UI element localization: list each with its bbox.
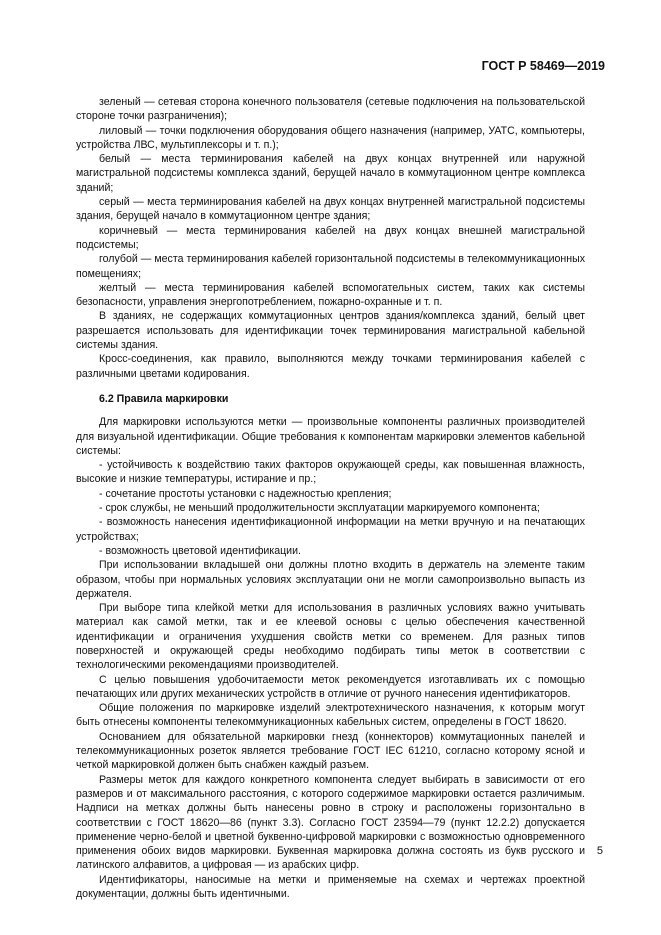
document-body [76,95,585,901]
paragraph: Размеры меток для каждого конкретного компонента следует выбирать в зависимости от его размеров и от максимального расстояния, с которого содержимое маркировки остается различимым. Надписи на метках должны быть нанесены ровно в строку и расположены горизонтально в соответствии с ГОСТ 18620—86 (пункт 3.3). Согласно ГОСТ 23594—79 (пункт 12.2.2) допускается применение черно-белой и цветной буквенно-цифровой маркировки с возможностью одновременного применения обоих видов маркировки. Буквенная маркировка должна состоять из букв русского и латинского алфавитов, а цифровая — из арабских цифр. [76,773,585,872]
requirement-item: - срок службы, не меньший продолжительности эксплуатации маркируемого компонента; [99,502,540,515]
color-code-item: коричневый — места терминирования кабелей на двух концах внешней магистральной подсистемы; [76,224,585,251]
requirement-item: - возможность нанесения идентификационной информации на метки вручную и на печатающих устройствах; [76,516,585,543]
color-code-item: зеленый — сетевая сторона конечного пользователя (сетевые подключения на пользовательской стороне точки разграничения); [76,96,585,123]
paragraph: Общие положения по маркировке изделий электротехнического назначения, к которым могут быть отнесены компоненты телекоммуникационных кабельных систем, определены в ГОСТ 18620. [76,702,585,729]
paragraph: Идентификаторы, наносимые на метки и применяемые на схемах и чертежах проектной документации, должны быть идентичными. [76,873,585,901]
paragraph: Основанием для обязательной маркировки гнезд (коннекторов) коммутационных панелей и телекоммуникационных розеток является требование ГОСТ IEC 61210, согласно которому ясной и четкой маркировкой должен быть снабжен каждый разъем. [76,730,585,772]
color-code-item: голубой — места терминирования кабелей горизонтальной подсистемы в телекоммуникационных помещениях; [76,253,585,280]
color-code-item: серый — места терминирования кабелей на двух концах внутренней магистральной подсистемы здания, берущей начало в коммутационном центре здания; [76,196,585,223]
section-heading: 6.2 Правила маркировки [99,392,229,405]
paragraph: С целью повышения удобочитаемости меток рекомендуется изготавливать их с помощью печатающих или других механических устройств в отличие от ручного нанесения идентификаторов. [76,673,585,700]
standard-header: ГОСТ Р 58469—2019 [481,59,605,73]
color-code-item: белый — места терминирования кабелей на двух концах внутренней или наружной магистральной подсистемы комплекса зданий, берущей начало в коммутационном центре комплекса зданий; [76,153,585,194]
color-code-item: лиловый — точки подключения оборудования общего назначения (например, УАТС, компьютеры, устройства ЛВС, мультиплексоры и т. п.); [76,124,585,151]
paragraph: Для маркировки используются метки — произвольные компоненты различных производителей для визуальной идентификации. Общие требования к компонентам маркировки элементов кабельной системы: [76,416,585,457]
paragraph: При выборе типа клейкой метки для использования в различных условиях важно учитывать материал как самой метки, так и ее клеевой основы с целью обеспечения качественной идентификации и ограничения ухудшения свойств метки со временем. Для разных типов поверхностей и окружающей среды необходимо подбирать типы меток в соответствии с технологическими рекомендациями производителей. [76,602,585,672]
paragraph: При использовании вкладышей они должны плотно входить в держатель на элементе таким образом, чтобы при нормальных условиях эксплуатации они не могли самопроизвольно выпасть из держателя. [76,559,585,600]
paragraph: Кросс-соединения, как правило, выполняются между точками терминирования кабелей с различными цветами кодирования. [76,353,585,380]
requirement-item: - устойчивость к воздействию таких факторов окружающей среды, как повышенная влажность, высокие и низкие температуры, истирание и пр.; [76,459,585,486]
color-code-item: желтый — места терминирования кабелей вспомогательных систем, таких как системы безопасности, управления энергопотреблением, пожарно-охранные и т. п. [76,281,585,309]
requirement-item: - сочетание простоты установки с надежностью крепления; [99,487,392,500]
paragraph: В зданиях, не содержащих коммутационных центров здания/комплекса зданий, белый цвет разрешается использовать для идентификации точек терминирования магистральной кабельной системы здания. [76,310,585,352]
requirement-item: - возможность цветовой идентификации. [99,544,301,557]
page-number: 5 [596,845,603,857]
